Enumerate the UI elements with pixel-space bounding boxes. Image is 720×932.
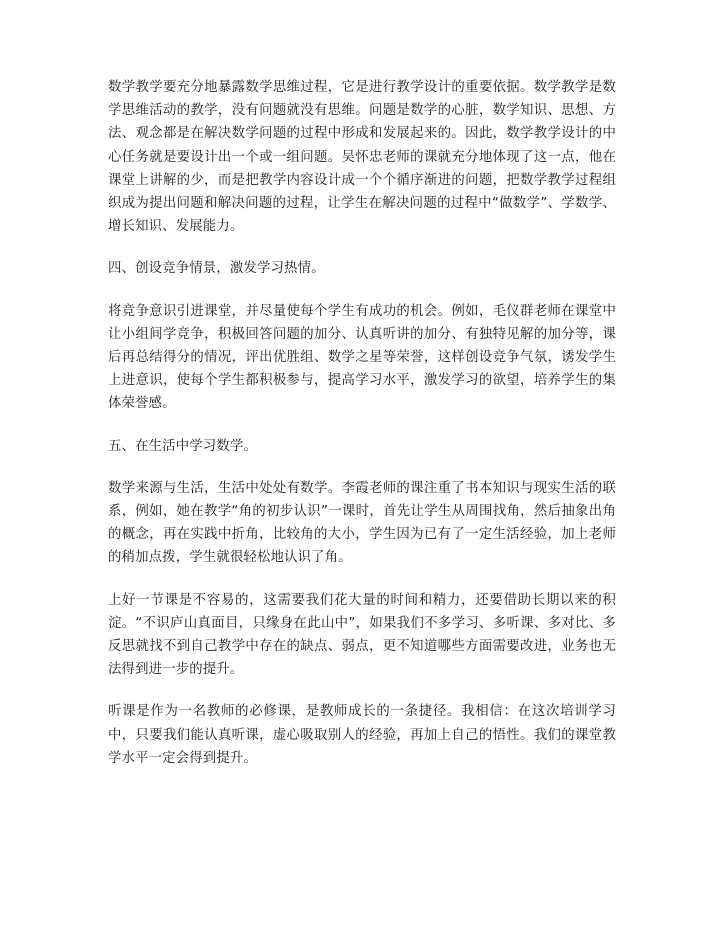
paragraph-lesson-observation: 听课是作为一名教师的必修课，是教师成长的一条捷径。我相信：在这次培训学习中，只要我们能认真听课，虚心吸取别人的经验，再加上自己的悟性。我们的课堂教学水平一定会得到提升。 [108,704,616,766]
document-body [108,76,616,789]
paragraph-thinking-process: 数学教学要充分地暴露数学思维过程，它是进行教学设计的重要依据。数学教学是数学思维活动的教学，没有问题就没有思维。问题是数学的心脏，数学知识、思想、方法、观念都是在解决数学问题的过程中形成和发展起来的。因此，数学教学设计的中心任务就是要设计出一个或一组问题。吴怀忠老师的课就充分地体现了这一点，他在课堂上讲解的少，而是把教学内容设计成一个个循序渐进的问题，把数学教学过程组织成为提出问题和解决问题的过程，让学生在解决问题的过程中“做数学”、学数学、增长知识、发展能力。 [108,80,616,235]
section-heading-life-math: 五、在生活中学习数学。 [108,438,257,454]
paragraph-good-lesson: 上好一节课是不容易的，这需要我们花大量的时间和精力，还要借助长期以来的积淀。“不识庐山真面目，只缘身在此山中”，如果我们不多学习、多听课、多对比、多反思就找不到自己教学中存在的缺点、弱点，更不知道哪些方面需要改进，业务也无法得到进一步的提升。 [108,592,616,678]
paragraph-life-math: 数学来源与生活，生活中处处有数学。李霞老师的课注重了书本知识与现实生活的联系，例如，她在教学“角的初步认识”一课时，首先让学生从周围找角，然后抽象出角的概念，再在实践中折角，比较角的大小，学生因为已有了一定生活经验，加上老师的稍加点拨，学生就很轻松地认识了角。 [108,480,616,566]
paragraph-competition: 将竞争意识引进课堂，并尽量使每个学生有成功的机会。例如，毛仪群老师在课堂中让小组间学竞争，积极回答问题的加分、认真听讲的加分、有独特见解的加分等，课后再总结得分的情况，评出优胜组、数学之星等荣誉，这样创设竞争气氛，诱发学生上进意识，使每个学生都积极参与，提高学习水平，激发学习的欲望，培养学生的集体荣誉感。 [108,303,616,412]
section-heading-competition: 四、创设竞争情景，激发学习热情。 [108,261,325,277]
